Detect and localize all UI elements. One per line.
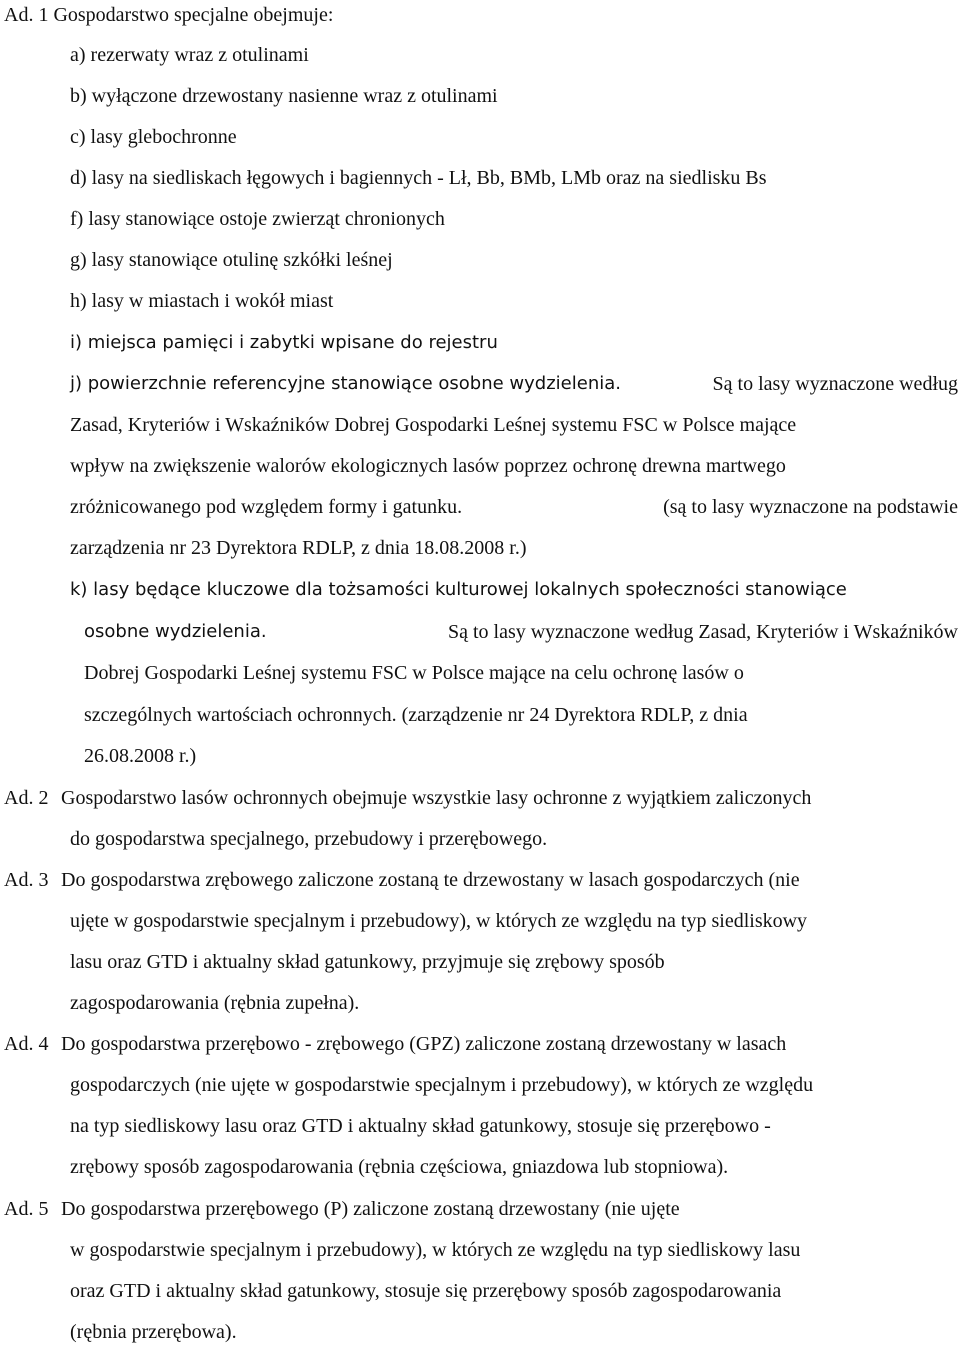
- ad1-item-j-lead-tail: Są to lasy wyznaczone według: [712, 373, 958, 395]
- ad1-item-d: d) lasy na siedliskach łęgowych i bagiennych - Lł, Bb, BMb, LMb oraz na siedlisku Bs: [70, 167, 767, 189]
- ad1-item-j-line4-b: (są to lasy wyznaczone na podstawie: [663, 496, 958, 518]
- ad1-item-j-line4-a: zróżnicowanego pod względem formy i gatunku.: [70, 496, 463, 518]
- ad4-line4: zrębowy sposób zagospodarowania (rębnia częściowa, gniazdowa lub stopniowa).: [70, 1156, 729, 1178]
- ad1-item-h: h) lasy w miastach i wokół miast: [70, 290, 334, 312]
- ad1-item-j-line1: [70, 372, 958, 396]
- ad3-line4: zagospodarowania (rębnia zupełna).: [70, 992, 360, 1014]
- ad1-item-j-line2: [70, 413, 958, 437]
- ad5-line1: Do gospodarstwa przerębowego (P) zaliczone zostaną drzewostany (nie ujęte: [61, 1198, 680, 1220]
- ad1-item-j-line4: [70, 495, 958, 519]
- ad1-heading: Ad. 1 Gospodarstwo specjalne obejmuje:: [4, 4, 334, 26]
- ad5-line2: w gospodarstwie specjalnym i przebudowy), w których ze względu na typ siedliskowy lasu: [70, 1239, 801, 1261]
- ad1-item-k-line3: Dobrej Gospodarki Leśnej systemu FSC w Polsce mające na celu ochronę lasów o: [84, 662, 744, 684]
- ad4-line1: Do gospodarstwa przerębowo - zrębowego (GPZ) zaliczone zostaną drzewostany w lasach: [61, 1033, 787, 1055]
- ad1-item-c: c) lasy glebochronne: [70, 126, 237, 148]
- ad4-label: Ad. 4: [4, 1033, 49, 1055]
- ad1-item-j-line2-text: Zasad, Kryteriów i Wskaźników Dobrej Gospodarki Leśnej systemu FSC w Polsce mające: [70, 414, 797, 436]
- ad1-item-b: b) wyłączone drzewostany nasienne wraz z otulinami: [70, 85, 498, 107]
- ad1-item-k-line2: [84, 620, 958, 644]
- ad1-item-k-line4: szczególnych wartościach ochronnych. (zarządzenie nr 24 Dyrektora RDLP, z dnia: [84, 704, 748, 726]
- ad5-label: Ad. 5: [4, 1198, 49, 1220]
- ad1-item-i: i) miejsca pamięci i zabytki wpisane do rejestru: [70, 332, 498, 353]
- ad2-line1: Gospodarstwo lasów ochronnych obejmuje wszystkie lasy ochronne z wyjątkiem zaliczonych: [61, 787, 812, 809]
- ad1-item-j-lead: j) powierzchnie referencyjne stanowiące osobne wydzielenia.: [70, 373, 621, 394]
- ad5-line4: (rębnia przerębowa).: [70, 1321, 237, 1343]
- ad1-item-k-line2-a: osobne wydzielenia.: [84, 621, 267, 642]
- ad4-line3: na typ siedliskowy lasu oraz GTD i aktualny skład gatunkowy, stosuje się przerębowo -: [70, 1115, 771, 1137]
- ad1-item-k-line5: 26.08.2008 r.): [84, 745, 197, 767]
- ad1-item-j-line3: [70, 454, 958, 478]
- ad3-line1: Do gospodarstwa zrębowego zaliczone zostaną te drzewostany w lasach gospodarczych (nie: [61, 869, 800, 891]
- ad2-line2: do gospodarstwa specjalnego, przebudowy i przerębowego.: [70, 828, 548, 850]
- ad1-item-k-line1: k) lasy będące kluczowe dla tożsamości kulturowej lokalnych społeczności stanowiące: [70, 579, 847, 600]
- ad1-item-j-line5: zarządzenia nr 23 Dyrektora RDLP, z dnia 18.08.2008 r.): [70, 537, 527, 559]
- ad1-item-a: a) rezerwaty wraz z otulinami: [70, 44, 309, 66]
- ad3-line3: lasu oraz GTD i aktualny skład gatunkowy, przyjmuje się zrębowy sposób: [70, 951, 665, 973]
- ad1-item-g: g) lasy stanowiące otulinę szkółki leśnej: [70, 249, 393, 271]
- ad4-line2: gospodarczych (nie ujęte w gospodarstwie specjalnym i przebudowy), w których ze względu: [70, 1074, 814, 1096]
- ad5-line3: oraz GTD i aktualny skład gatunkowy, stosuje się przerębowy sposób zagospodarowania: [70, 1280, 782, 1302]
- ad1-item-k-line2-b: Są to lasy wyznaczone według Zasad, Kryteriów i Wskaźników: [447, 621, 958, 643]
- ad1-item-j-line3-text: wpływ na zwiększenie walorów ekologicznych lasów poprzez ochronę drewna martwego: [70, 455, 786, 477]
- ad3-label: Ad. 3: [4, 869, 49, 891]
- ad3-line2: ujęte w gospodarstwie specjalnym i przebudowy), w których ze względu na typ siedliskowy: [70, 910, 808, 932]
- ad2-label: Ad. 2: [4, 787, 49, 809]
- ad1-item-f: f) lasy stanowiące ostoje zwierząt chronionych: [70, 208, 445, 230]
